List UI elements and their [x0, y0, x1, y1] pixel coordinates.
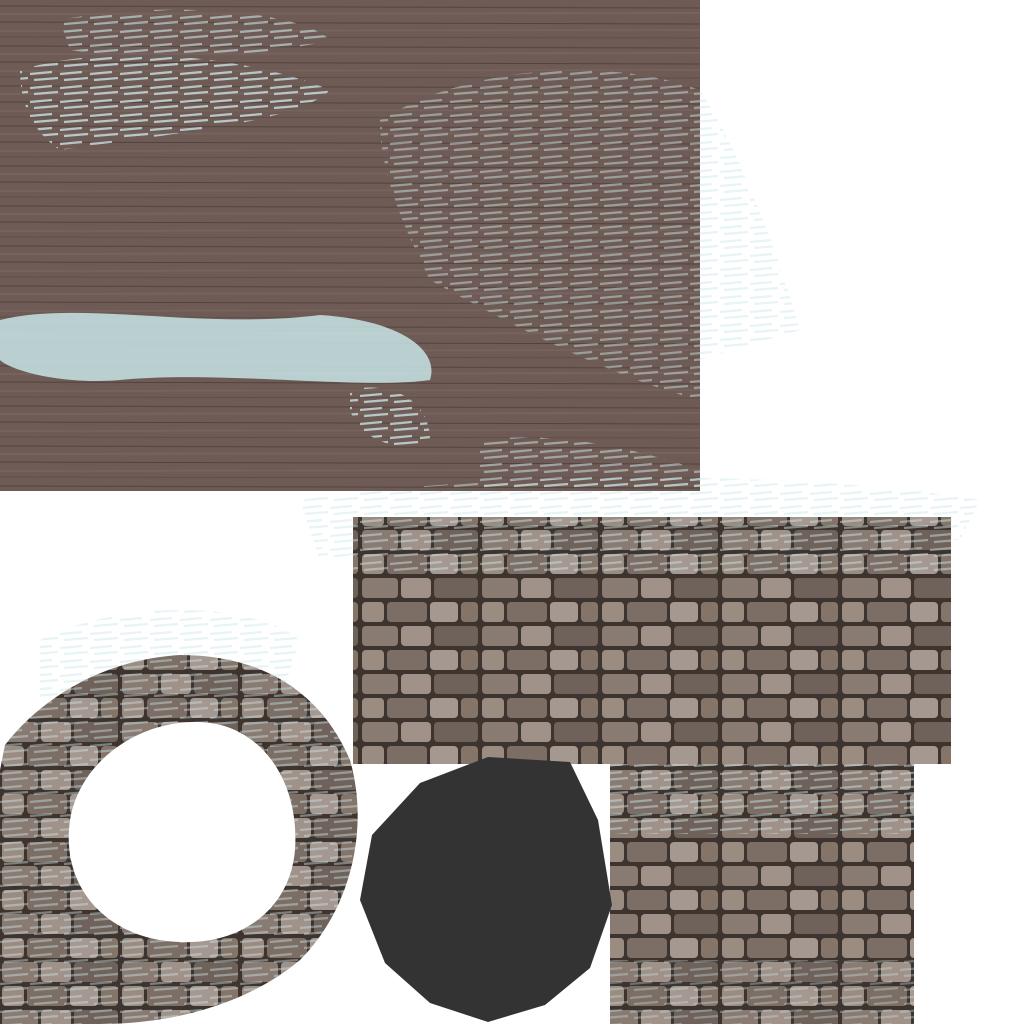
- stone-ring: [0, 655, 358, 1024]
- dark-disc: [360, 757, 612, 1022]
- stone-wall-top: [353, 517, 951, 764]
- weathered-wood-plank: [0, 0, 700, 491]
- stone-wall-bottom: [610, 764, 914, 1024]
